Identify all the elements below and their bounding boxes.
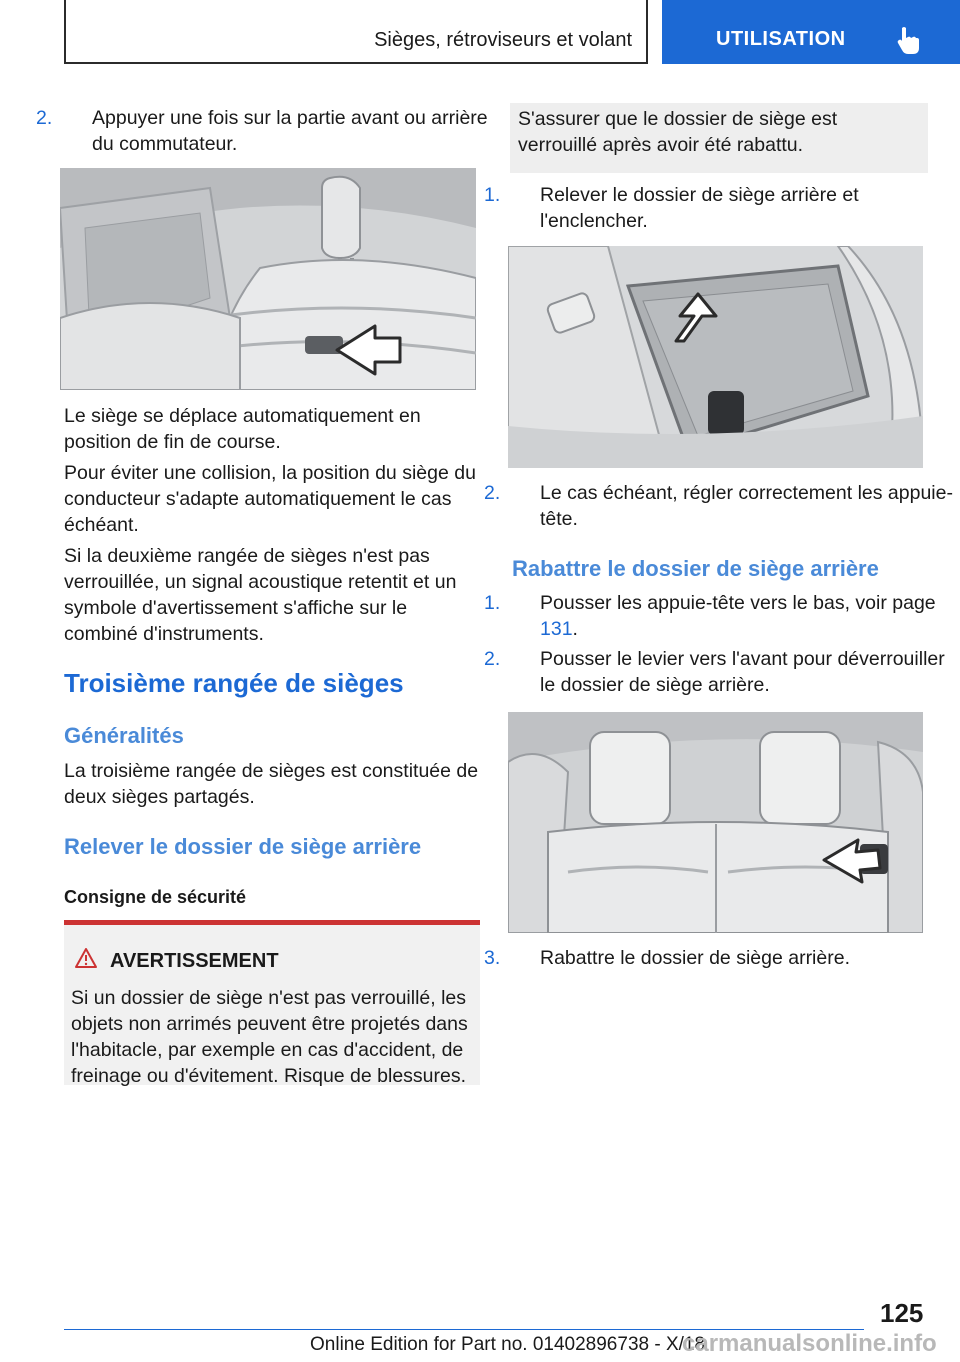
fold-step-3 xyxy=(484,945,954,971)
step-2-press-switch xyxy=(36,105,508,157)
chapter-tab[interactable] xyxy=(662,0,960,64)
step-1-raise xyxy=(484,182,954,234)
chapter-tab-label: UTILISATION xyxy=(716,28,846,50)
heading-raise-backrest: Relever le dossier de siège arrière xyxy=(64,834,422,859)
step-text-end: . xyxy=(572,618,578,640)
paragraph-general: La troisième rangée de sièges est constituée de deux sièges partagés. xyxy=(64,760,479,808)
section-title: Sièges, rétroviseurs et volant xyxy=(374,29,632,51)
page-number: 125 xyxy=(880,1298,924,1328)
heading-general: Généralités xyxy=(64,723,184,748)
heading-third-row: Troisième rangée de sièges xyxy=(64,668,404,698)
seat-switch-illustration xyxy=(60,168,476,390)
paragraph-auto-move: Le siège se déplace automatiquement en position de fin de course. xyxy=(64,405,421,453)
step-number: 1. xyxy=(484,592,501,614)
step-number: 2. xyxy=(484,648,501,670)
fold-step-2 xyxy=(484,646,954,698)
step-text: Le cas échéant, régler correctement les appuie-tête. xyxy=(540,482,953,530)
step-text: Pousser le levier vers l'avant pour déverrouiller le dossier de siège arrière. xyxy=(540,648,945,696)
warning-triangle-icon xyxy=(74,947,98,969)
step-text: Appuyer une fois sur la partie avant ou arrière du commutateur. xyxy=(92,107,488,155)
heading-fold-backrest: Rabattre le dossier de siège arrière xyxy=(512,556,879,581)
heading-safety: Consigne de sécurité xyxy=(64,887,247,907)
fold-step-1 xyxy=(484,590,954,642)
paragraph-warning-signal: Si la deuxième rangée de sièges n'est pas verrouillée, un signal acoustique retentit et un symbole d'avertissement s'affiche sur le combiné d'instruments. xyxy=(64,545,457,645)
step-2-headrests xyxy=(484,480,954,532)
step-number: 2. xyxy=(484,482,501,504)
footer-edition: Online Edition for Part no. 01402896738 - X/18 xyxy=(310,1334,706,1355)
page-link[interactable]: 131 xyxy=(540,618,573,640)
footer-watermark: carmanualsonline.info xyxy=(682,1330,937,1357)
step-number: 1. xyxy=(484,184,501,206)
step-number: 2. xyxy=(36,107,53,129)
step-number: 3. xyxy=(484,947,501,969)
fold-backrest-illustration xyxy=(508,712,923,933)
note-text: S'assurer que le dossier de siège est verrouillé après avoir été rabattu. xyxy=(518,108,838,156)
warning-title: AVERTISSEMENT xyxy=(110,950,279,972)
header-section-box xyxy=(64,0,648,64)
warning-box xyxy=(64,920,480,1085)
note-box xyxy=(510,103,928,173)
step-text: Relever le dossier de siège arrière et l'enclencher. xyxy=(540,184,859,232)
step-text: Pousser les appuie-tête vers le bas, voir page xyxy=(540,592,936,614)
paragraph-collision: Pour éviter une collision, la position du siège du conducteur s'adapte automatiquement le cas échéant. xyxy=(64,462,476,536)
warning-text: Si un dossier de siège n'est pas verrouillé, les objets non arrimés peuvent être projetés dans l'habitacle, par exemple en cas d'accident, de freinage ou d'évitement. Risque de blessures. xyxy=(71,987,468,1087)
pointing-hand-icon xyxy=(892,24,924,56)
raise-backrest-illustration xyxy=(508,246,923,468)
step-text: Rabattre le dossier de siège arrière. xyxy=(540,947,850,969)
